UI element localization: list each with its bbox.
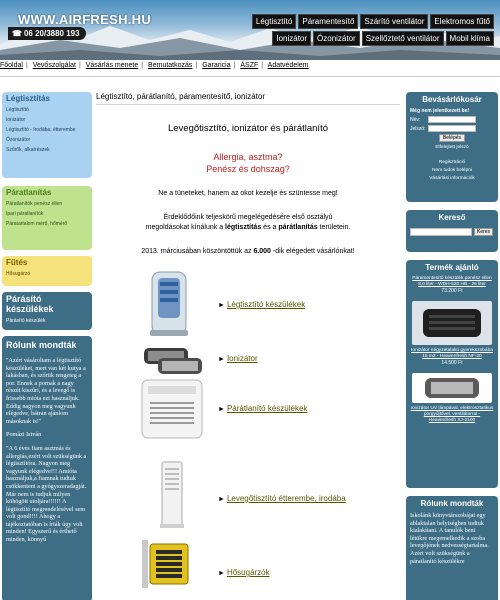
forgot-password-link[interactable]: Elfelejtett jelszó [435,145,469,150]
product-link[interactable]: ► Párátlanító készülékek [218,404,308,413]
testimonials-box [2,336,92,600]
link-vevoszolgalat[interactable]: Vevőszolgálat [32,62,76,69]
phone-number: 06 20/3880 193 [23,29,80,38]
category-item[interactable]: Ipari páratlanítók [6,211,44,217]
product-link[interactable]: ► Légtisztító készülékek [218,300,306,309]
site-header [0,0,500,60]
category-item[interactable]: Légtisztító [6,107,29,113]
page-title: Légtisztító, párátlanító, páramentesítő, ionizátor [96,92,400,105]
intro-paragraph: Ne a tüneteket, hanem az okot kezelje és szüntesse meg! [158,190,338,197]
register-link[interactable]: Regisztráció [438,160,466,165]
air-purifier-image[interactable] [136,268,206,342]
milestone-paragraph: 2013. márciusában köszöntöttük az 6.000 -dik elégedett vásárlónkat! [141,248,355,255]
phone-badge [8,27,86,40]
recommended-product-name[interactable]: Ionizátor UV lámpával, elektrosztatikus porgyűjtővel, ventilátorral - Heavenfresh XJ-2100 [410,406,494,423]
arrow-right-icon: ► [218,496,225,503]
category-title[interactable]: Párásító készülékek [6,294,54,314]
recommended-product-image[interactable] [412,301,492,345]
highlight-line: Allergia, asztma? [213,152,283,162]
highlight-questions [96,151,400,175]
top-navigation [242,14,494,48]
password-input[interactable] [428,125,476,132]
password-row [406,125,498,132]
recommended-product-name[interactable]: Páramentesítő készülék penész ellen 8,0 liter - WDH-520 HB - 26 liter [412,276,492,287]
arrow-right-icon: ► [218,406,225,413]
reviews-title: Rólunk mondták [420,499,484,508]
link-aszf[interactable]: ÁSZF [240,62,259,69]
arrow-right-icon: ► [218,302,225,309]
topnav-mobil-klima[interactable]: Mobil klíma [446,31,494,46]
site-logo[interactable]: WWW.AIRFRESH.HU [18,12,152,27]
main-content [96,92,400,577]
recommended-product-price: 73.200 Ft [441,288,463,295]
topnav-elektromos-futo[interactable]: Elektromos fűtő [430,14,494,29]
category-item[interactable]: Páratlanítók penész ellen [6,201,63,207]
arrow-right-icon: ► [218,356,225,363]
category-item[interactable]: Hősugárzó [6,271,31,277]
category-item[interactable]: Szűrők, alkatrészek [6,147,50,153]
testimonial-quote: "Azért vásároltam a légtisztító készüléket, mert van két kutya a lakásban, és szőrük rengeteg a por. Ennek a pornak a nagy részét kiszűri, és a levegő is frissebb mióta ezt használjuk. Eddig nagyon meg vagyunk elégedve, bátran ajánlom másoknak is!" [6,357,86,425]
search-button[interactable]: Keres [474,228,493,236]
category-box-legtisztitas [2,92,92,178]
divider [0,76,500,77]
login-button-row [406,134,498,142]
reviews-box [406,496,498,600]
link-vasarlas-menete[interactable]: Vásárlás menete [85,62,139,69]
office-air-purifier-image[interactable] [136,460,206,530]
link-adatvedelem[interactable]: Adatvédelem [267,62,309,69]
search-input[interactable] [410,228,472,236]
category-title[interactable]: Páratlanítás [6,188,52,197]
heater-image[interactable] [136,536,206,596]
category-box-futes [2,256,92,286]
product-link[interactable]: ► Hősugárzók [218,568,270,577]
shopping-info-link[interactable]: Vásárlási információk [429,176,475,181]
offer-paragraph: Érdeklődőink teljeskörű megelégedésére első osztályú megoldásokat kínálunk a légtisztítás és a párátlanítás területein. [145,214,351,231]
ionizer-square-image [417,305,487,341]
topnav-szelloezteto-ventilator[interactable]: Szellőztető ventilátor [362,31,444,46]
topnav-ozonizator[interactable]: Ózonizátor [313,31,360,46]
category-item[interactable]: Ózonizátor [6,137,31,143]
top-nav-row-1 [242,14,494,29]
recommended-product [406,296,498,368]
topnav-ionizator[interactable]: Ionizátor [272,31,311,46]
login-button[interactable]: Belépés [439,134,465,142]
category-item[interactable]: Ionizátor [6,117,26,123]
recommendation-title: Termék ajánló [425,263,479,272]
category-item[interactable]: Párásító készülék [6,318,46,324]
recommended-product-image[interactable] [412,373,492,403]
category-item[interactable]: Légtisztító - Irodába, étterembe [6,127,76,133]
top-nav-row-2 [242,31,494,46]
topnav-szarito-ventilator[interactable]: Szárító ventilátor [360,14,428,29]
right-sidebar [406,92,498,600]
testimonial-quote: "A 6 éves fiam asztmás és allergiás,ezért volt szükségünk a légtisztítóra. Nagyon meg vagyunk elégedve!!! Amióta használjuk,a fiamnak tudtuk csökkenteni a gyógyszeradagját. Már nem is tudjuk milyen köhögött utoljára!!!!!! A légtisztító megrendelésével sem volt gond!!!! Ahogy a tájékoztatóban is írták úgy volt minden! Egyszerű és érthető minden, könnyű [6,444,87,544]
phone-icon: ☎ [12,29,22,38]
category-box-parasito [2,292,92,330]
login-hint: Még nem jelentkezett be! [410,108,470,114]
review-text: Iskolánk könyvtárszobájat egy ablaktalan helyiségben tudtuk kialakítani. A tanulók beni létükre megemelkedik a szoba levegőjének nedvességtartalma. Azért volt szükségünk a páratlanító készülékre [410,512,489,565]
topnav-paramentesito[interactable]: Páramentesítő [298,14,358,29]
category-title[interactable]: Fűtés [6,258,28,267]
product-recommendation-box [406,260,498,488]
category-item[interactable]: Páratartalom mérő, hőmérő [6,221,68,227]
username-input[interactable] [428,116,476,123]
link-fooldal[interactable]: Főoldal [0,62,23,69]
cart-title: Bevásárlókosár [422,95,482,104]
search-title: Kereső [438,213,466,222]
shopping-cart-box [406,92,498,202]
cannot-login-link[interactable]: Nem tudok belépni [432,168,472,173]
password-label: Jelszó: [410,125,426,132]
recommended-product [406,274,498,296]
highlight-line: Penész és dohszag? [206,164,290,174]
username-label: Név: [410,116,421,123]
dehumidifier-image[interactable] [136,378,206,442]
recommended-product [406,368,498,425]
topnav-legtisztito[interactable]: Légtisztító [252,14,296,29]
category-box-paratlanitas [2,186,92,250]
testimonial-author: Pomázi István [6,431,42,439]
link-bemutatkozas[interactable]: Bemutatkozás [148,62,193,69]
recommended-product-price: 14.500 Ft [441,360,463,367]
arrow-right-icon: ► [218,570,225,577]
ionizer-uv-image [417,374,487,402]
product-link[interactable]: ► Levegőtisztító étterembe, irodába [218,494,346,503]
main-link-bar: Főoldal | Vevőszolgálat | Vásárlás menete | Bemutatkozás | Garancia | ÁSZF | Adatvédelem [0,62,309,69]
testimonials-title: Rólunk mondták [6,340,77,350]
recommended-product-name[interactable]: Ionizátor négyzetalakú gyerekszobába 15 m2 - Heavenfresh NF-20 [411,348,493,359]
product-link[interactable]: ► Ionizátor [218,354,258,363]
link-garancia[interactable]: Garancia [202,62,231,69]
username-row [406,116,498,123]
category-title[interactable]: Légtisztítás [6,94,51,103]
left-sidebar [2,92,92,600]
search-box [406,210,498,252]
ionizer-image[interactable] [136,342,206,376]
search-row [406,224,498,240]
content-heading: Levegőtisztító, ionizátor és párátlanító [167,123,328,134]
